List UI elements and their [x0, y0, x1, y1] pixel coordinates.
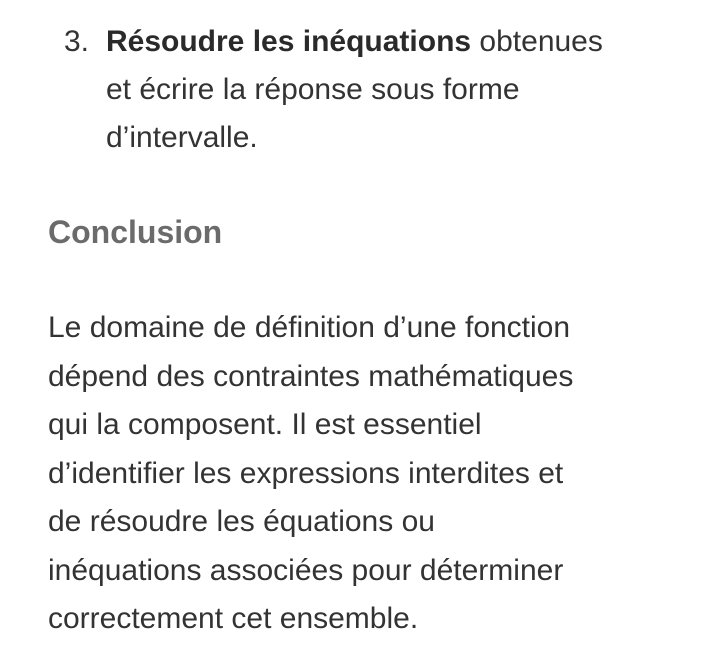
paragraph-line: dépend des contraintes mathématiques — [48, 359, 574, 393]
paragraph-line: de résoudre les équations ou — [48, 505, 435, 538]
list-item-text — [106, 18, 666, 162]
list-item-line-2: et écrire la réponse sous forme — [106, 73, 520, 106]
paragraph-line: correctement cet ensemble. — [48, 602, 419, 635]
paragraph-line: Le domaine de définition d’une fonction — [48, 311, 571, 344]
list-item-line-1-rest: obtenues — [471, 25, 603, 58]
list-item-line-1 — [106, 18, 666, 66]
paragraph-line: qui la composent. Il est essentiel — [48, 408, 482, 441]
list-number: 3. — [64, 25, 90, 58]
conclusion-heading: Conclusion — [48, 214, 223, 250]
paragraph-line: d’identifier les expressions interdites et — [48, 456, 564, 490]
paragraph-line: inéquations associées pour déterminer — [48, 553, 564, 587]
list-item-line-3: d’intervalle. — [106, 121, 258, 154]
conclusion-paragraph — [48, 304, 678, 644]
list-item-bold-text: Résoudre les inéquations — [106, 25, 472, 58]
